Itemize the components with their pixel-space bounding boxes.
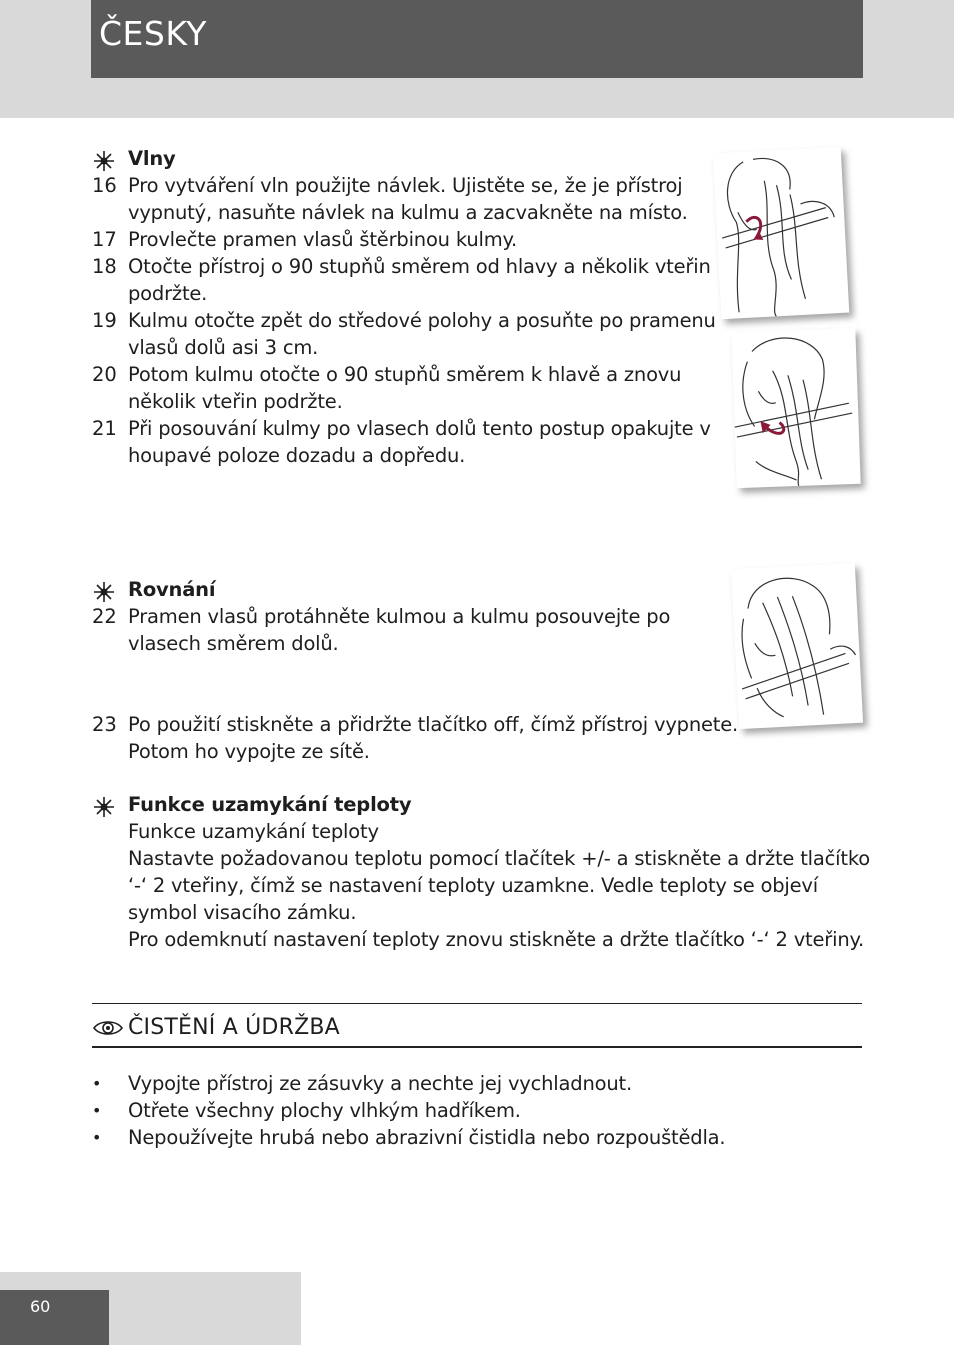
page-title: ČESKY [99, 14, 207, 53]
bullet-symbol: • [92, 1074, 102, 1093]
star-icon [93, 581, 115, 603]
title-bar [91, 0, 863, 78]
temp-lock-text: ‘-‘ 2 vteřiny, čímž se nastavení teploty uzamkne. Vedle teploty se objeví [128, 874, 818, 897]
section-rule-top [92, 1003, 862, 1004]
star-icon [93, 150, 115, 172]
temp-lock-heading: Funkce uzamykání teploty [128, 793, 412, 816]
waves-heading: Vlny [128, 147, 176, 170]
temp-lock-text: Nastavte požadovanou teplotu pomocí tlačítek +/- a stiskněte a držte tlačítko [128, 847, 870, 870]
illustration-straightening [731, 563, 863, 729]
step-text: Otočte přístroj o 90 stupňů směrem od hlavy a několik vteřin [128, 255, 711, 278]
list-item: Vypojte přístroj ze zásuvky a nechte jej vychladnout. [128, 1072, 632, 1095]
bullet-symbol: • [92, 1101, 102, 1120]
step-text: Pro vytváření vln použijte návlek. Ujistěte se, že je přístroj [128, 174, 683, 197]
step-text: Pramen vlasů protáhněte kulmou a kulmu posouvejte po [128, 605, 671, 628]
list-item: Nepoužívejte hrubá nebo abrazivní čistidla nebo rozpouštědla. [128, 1126, 726, 1149]
step-text: podržte. [128, 282, 208, 305]
page-number: 60 [30, 1297, 51, 1316]
step-text: Po použití stiskněte a přidržte tlačítko off, čímž přístroj vypnete. [128, 713, 739, 736]
step-number: 23 [92, 713, 117, 736]
step-number: 18 [92, 255, 117, 278]
step-text: vlasů dolů asi 3 cm. [128, 336, 319, 359]
straightening-heading: Rovnání [128, 578, 216, 601]
step-text: Při posouvání kulmy po vlasech dolů tento postup opakujte v [128, 417, 711, 440]
step-text: Kulmu otočte zpět do středové polohy a posuňte po pramenu [128, 309, 716, 332]
star-icon [93, 796, 115, 818]
temp-lock-text: Funkce uzamykání teploty [128, 820, 379, 843]
step-number: 16 [92, 174, 117, 197]
illustration-wave-2 [731, 328, 860, 488]
list-item: Otřete všechny plochy vlhkým hadříkem. [128, 1099, 521, 1122]
step-text: houpavé poloze dozadu a dopředu. [128, 444, 466, 467]
temp-lock-text: Pro odemknutí nastavení teploty znovu stiskněte a držte tlačítko ‘-‘ 2 vteřiny. [128, 928, 865, 951]
step-text: Provlečte pramen vlasů štěrbinou kulmy. [128, 228, 518, 251]
section-rule-bottom [92, 1046, 862, 1048]
step-text: Potom ho vypojte ze sítě. [128, 740, 370, 763]
illustration-wave-1 [713, 147, 850, 319]
temp-lock-text: symbol visacího zámku. [128, 901, 357, 924]
step-text: Potom kulmu otočte o 90 stupňů směrem k hlavě a znovu [128, 363, 682, 386]
step-text: několik vteřin podržte. [128, 390, 343, 413]
eye-icon [93, 1018, 123, 1038]
step-number: 21 [92, 417, 117, 440]
step-text: vypnutý, nasuňte návlek na kulmu a zacvakněte na místo. [128, 201, 688, 224]
bullet-symbol: • [92, 1128, 102, 1147]
cleaning-title: ČISTĚNÍ A ÚDRŽBA [128, 1015, 340, 1040]
step-text: vlasech směrem dolů. [128, 632, 339, 655]
step-number: 17 [92, 228, 117, 251]
step-number: 19 [92, 309, 117, 332]
step-number: 22 [92, 605, 117, 628]
footer-box [0, 1290, 109, 1345]
step-number: 20 [92, 363, 117, 386]
